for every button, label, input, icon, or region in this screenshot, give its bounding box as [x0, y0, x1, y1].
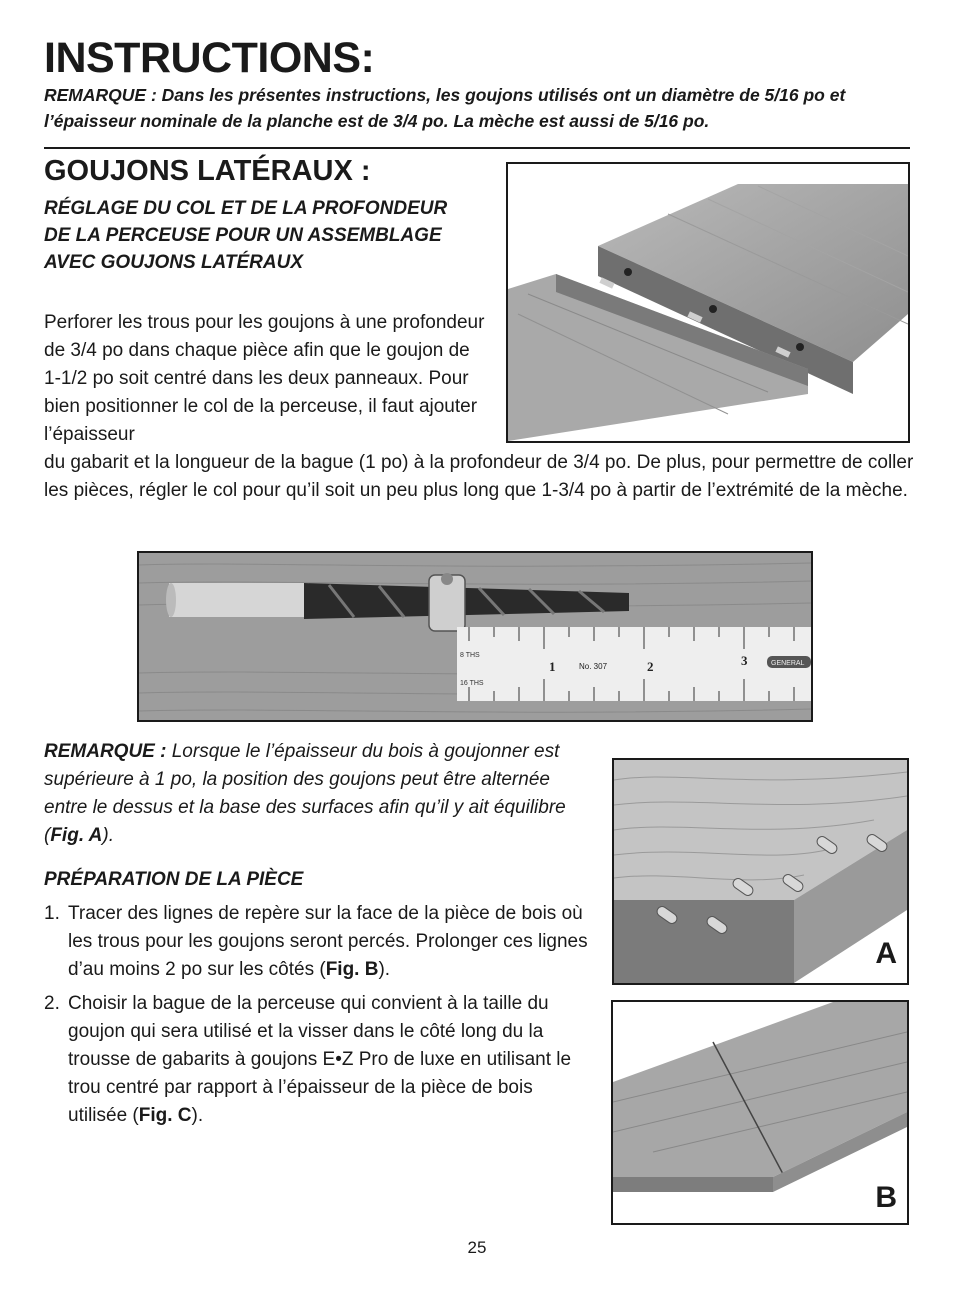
list-item: [44, 900, 589, 984]
note-alternate-dowels: [44, 738, 594, 850]
section-subtitle: RÉGLAGE DU COL ET DE LA PROFONDEUR DE LA PERCEUSE POUR UN ASSEMBLAGE AVEC GOUJONS LATÉRAUX: [44, 198, 448, 273]
ruler-mark-16ths: 16 THS: [460, 680, 484, 687]
ruler-brand: GENERAL: [771, 660, 805, 667]
prep-title: PRÉPARATION DE LA PIÈCE: [44, 869, 304, 890]
step-text: Choisir la bague de la perceuse qui convient à la taille du goujon qui sera utilisé et la visser dans le côté long du la trousse de gabarits à goujons E•Z Pro de luxe en utilisant le trou centré par rapport à l’épaisseur de la pièce de bois utilisée (: [68, 993, 572, 1126]
ruler-model: No. 307: [579, 662, 608, 671]
top-note: REMARQUE : Dans les présentes instructions, les goujons utilisés ont un diamètre de 5/16 po et l’épaisseur nominale de la planche est de 3/4 po. La mèche est aussi de 5/16 po.: [44, 85, 846, 131]
divider: [44, 147, 910, 149]
ruler-mark-3: 3: [741, 653, 748, 668]
paragraph-part2: du gabarit et la longueur de la bague (1 po) à la profondeur de 3/4 po. De plus, pour permettre de coller les pièces, régler le col pour qu’il soit un peu plus long que 1-3/4 po à partir de l’extrémité de la mèche.: [44, 452, 914, 501]
figure-b-label: B: [875, 1181, 897, 1214]
drill-bit-ruler-photo: [137, 551, 813, 722]
ruler-mark-2: 2: [647, 659, 654, 674]
note2-label: REMARQUE :: [44, 741, 167, 762]
step-number: 2.: [44, 993, 60, 1014]
page-title: INSTRUCTIONS:: [44, 34, 375, 82]
step-fig-ref: Fig. B: [325, 959, 379, 980]
ruler-mark-1: 1: [549, 659, 556, 674]
paragraph-part1: Perforer les trous pour les goujons à une profondeur de 3/4 po dans chaque pièce afin que le goujon de 1-1/2 po soit centré dans les deux panneaux. Pour bien positionner le col de la perceuse, il faut ajouter l’épaisseur: [44, 312, 485, 445]
step-end: ).: [378, 959, 391, 980]
ruler-mark-8ths: 8 THS: [460, 652, 480, 659]
step-fig-ref: Fig. C: [138, 1105, 192, 1126]
step-end: ).: [191, 1105, 204, 1126]
list-item: [44, 990, 589, 1130]
page-number: 25: [467, 1238, 487, 1257]
note2-end: ).: [102, 825, 115, 846]
step-text: Tracer des lignes de repère sur la face de la pièce de bois où les trous pour les goujons seront percés. Prolonger ces lignes d’au moins 2 po sur les côtés (: [68, 903, 588, 980]
note2-text: Lorsque le l’épaisseur du bois à goujonner est supérieure à 1 po, la position des goujons peut être alternée entre le dessus et la base des surfaces afin qu’il y ait équilibre (: [44, 741, 566, 846]
prep-steps: [44, 900, 589, 1136]
note2-fig-ref: Fig. A: [50, 825, 103, 846]
figure-b: [611, 1000, 909, 1225]
section-title: GOUJONS LATÉRAUX :: [44, 155, 371, 187]
step-number: 1.: [44, 903, 60, 924]
boards-dowels-photo: [506, 162, 910, 443]
figure-a-label: A: [875, 937, 897, 970]
figure-a: [612, 758, 909, 985]
